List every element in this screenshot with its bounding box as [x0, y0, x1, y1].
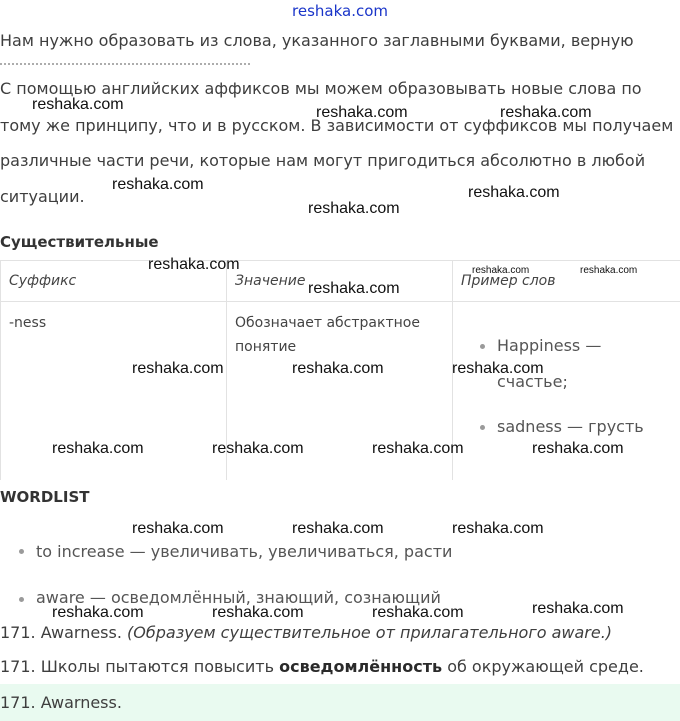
wordlist-item: to increase — увеличивать, увеличиваться, расти [36, 542, 453, 561]
table-header-examples: Пример слов [461, 273, 556, 289]
watermark-text: reshaka.com [52, 604, 144, 621]
watermark-text: reshaka.com [372, 440, 464, 457]
table-header-meaning: Значение [235, 273, 306, 289]
watermark-text: reshaka.com [308, 280, 400, 297]
table-cell-meaning-line-1: Обозначает абстрактное [235, 315, 420, 331]
bullet-icon [480, 425, 485, 430]
example-item-continued: счастье; [497, 372, 568, 391]
watermark-text: reshaka.com [112, 176, 204, 193]
exercise-number-word: 171. Awarness. [0, 623, 122, 642]
paragraph-line-4: ситуации. [0, 187, 85, 206]
watermark-text: reshaka.com [316, 104, 408, 121]
exercise-line-1 [0, 623, 612, 642]
watermark-text: reshaka.com [468, 184, 560, 201]
watermark-text: reshaka.com [52, 440, 144, 457]
watermark-text: reshaka.com [212, 604, 304, 621]
watermark-text: reshaka.com [32, 96, 124, 113]
watermark-text: reshaka.com [580, 265, 638, 276]
cropped-text-line [0, 63, 250, 69]
bullet-icon [480, 344, 485, 349]
table-header-suffix: Суффикс [9, 273, 77, 289]
watermark-text: reshaka.com [292, 360, 384, 377]
table-header-divider [0, 301, 680, 302]
table-cell-suffix: -ness [9, 315, 47, 331]
watermark-text: reshaka.com [532, 600, 624, 617]
intro-line: Нам нужно образовать из слова, указанного заглавными буквами, верную [0, 31, 634, 50]
watermark-text: reshaka.com [372, 604, 464, 621]
watermark-text: reshaka.com [292, 520, 384, 537]
watermark-text: reshaka.com [472, 265, 530, 276]
section-title-nouns: Существительные [0, 233, 159, 251]
watermark-text: reshaka.com [452, 520, 544, 537]
example-item: sadness — грусть [497, 417, 644, 436]
example-item: Happiness — [497, 336, 602, 355]
bullet-icon [19, 549, 24, 554]
wordlist-item: aware — осведомлённый, знающий, сознающий [36, 588, 441, 607]
watermark-text: reshaka.com [148, 256, 240, 273]
table-border-left [0, 260, 1, 480]
watermark-text: reshaka.com [452, 360, 544, 377]
exercise-note: (Образуем существительное от прилагательного aware.) [127, 623, 613, 642]
answer-box [0, 684, 680, 721]
exercise-line-2 [0, 657, 644, 676]
watermark-text: reshaka.com [532, 440, 624, 457]
watermark-text: reshaka.com [212, 440, 304, 457]
site-brand-link[interactable]: reshaka.com [292, 2, 388, 20]
table-border-top [0, 260, 680, 261]
table-cell-meaning-line-2: понятие [235, 339, 297, 355]
wordlist-title: WORDLIST [0, 488, 90, 506]
paragraph-line-3: различные части речи, которые нам могут пригодиться абсолютно в любой [0, 151, 646, 170]
paragraph-line-2: тому же принципу, что и в русском. В зависимости от суффиксов мы получаем [0, 116, 674, 135]
paragraph-line-1: С помощью английских аффиксов мы можем образовывать новые слова по [0, 79, 642, 98]
exercise-answer-word: осведомлённость [279, 657, 443, 676]
watermark-text: reshaka.com [132, 360, 224, 377]
watermark-text: reshaka.com [308, 200, 400, 217]
watermark-text: reshaka.com [500, 104, 592, 121]
answer-text: 171. Awarness. [0, 693, 122, 712]
bullet-icon [19, 597, 24, 602]
watermark-text: reshaka.com [132, 520, 224, 537]
exercise-sentence-end: об окружающей среде. [447, 657, 644, 676]
exercise-sentence-start: 171. Школы пытаются повысить [0, 657, 274, 676]
